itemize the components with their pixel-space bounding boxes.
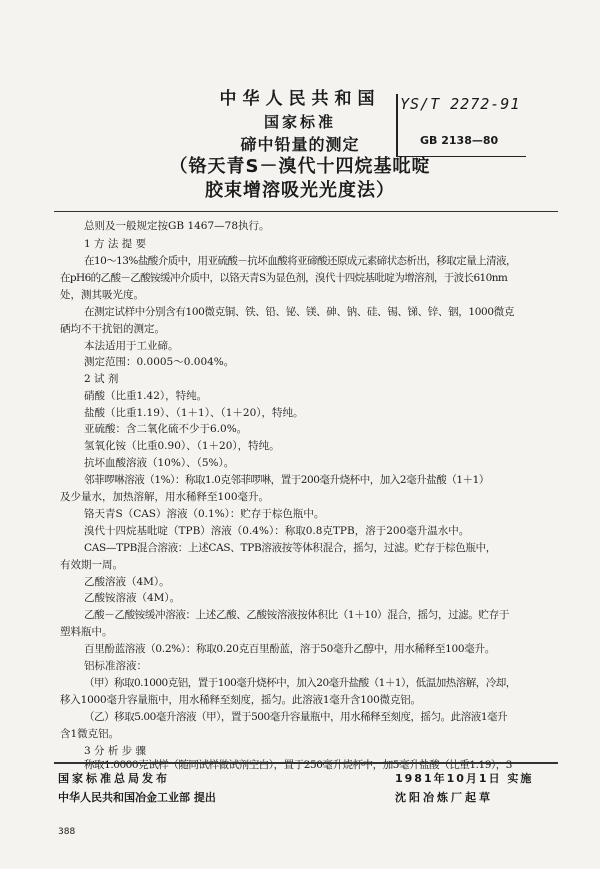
body-line: 在pH6的乙酸－乙酸铵缓冲介质中，以铬天青S为显色剂，溴代十四烷基吡啶为增溶剂，于波长610nm	[60, 272, 508, 284]
body-line: 移入1000毫升容量瓶中，用水稀释至刻度，摇匀。此溶液1毫升含100微克铝。	[60, 694, 421, 706]
document-subtitle-line1: （铬天青S－溴代十四烷基吡啶	[169, 156, 431, 177]
body-line: 处，测其吸光度。	[60, 289, 144, 301]
body-line: 本法适用于工业碲。	[84, 340, 179, 352]
standard-category: 国家标准	[263, 113, 336, 131]
footer-divider	[54, 762, 558, 764]
body-line: 盐酸（比重1.19）、（1＋1）、（1＋20），特纯。	[84, 407, 304, 419]
section-heading: 1 方 法 提 要	[84, 238, 147, 250]
country-name: 中华人民共和国	[219, 89, 381, 109]
body-line: 有效期一周。	[60, 559, 123, 571]
body-line: 硒均不干扰铝的测定。	[60, 323, 165, 335]
body-line: 铬天青S（CAS）溶液（0.1%）：贮存于棕色瓶中。	[84, 508, 325, 520]
body-line: 氢氧化铵（比重0.90）、（1＋20），特纯。	[84, 440, 280, 452]
body-line: 乙酸－乙酸铵缓冲溶液：上述乙酸、乙酸铵溶液按体积比（1＋10）混合，摇匀，过滤。贮存于	[84, 609, 509, 621]
section-heading: 2 试 剂	[84, 373, 119, 385]
body-line: 亚硫酸：含二氧化硫不少于6.0%。	[84, 423, 248, 435]
standard-number: GB 2138—80	[420, 134, 499, 147]
body-line: （甲）称取0.1000克铝，置于100毫升烧杯中，加入20毫升盐酸（1＋1），低温加热溶解，冷却，	[84, 677, 516, 689]
section-heading: 3 分 析 步 骤	[84, 745, 147, 757]
body-line: 总则及一般规定按GB 1467—78执行。	[84, 220, 270, 232]
handwritten-standard-number: YS/T 2272-91	[400, 95, 521, 113]
body-line: 百里酚蓝溶液（0.2%）：称取0.20克百里酚蓝，溶于50毫升乙醇中，用水稀释至100毫升。	[84, 643, 495, 655]
body-line: 及少量水，加热溶解，用水稀释至100毫升。	[60, 491, 270, 503]
body-line: 铝标准溶液：	[84, 660, 147, 672]
body-line: 称取1.0000克试样（随同试样做试剂空白），置于250毫升烧杯中，加5毫升盐酸（比重1.19），3	[84, 759, 513, 771]
body-line: 邻菲啰啉溶液（1%）：称取1.0克邻菲啰啉，置于200毫升烧杯中，加入2毫升盐酸（1＋1）	[84, 474, 489, 486]
body-line: 在测定试样中分别含有100微克铜、铁、铅、铋、镁、砷、钠、硅、锡、锑、锌、铟，1000微克	[84, 306, 515, 318]
body-line: 测定范围：0.0005～0.004%。	[84, 356, 235, 368]
proposer: 中华人民共和国冶金工业部 提出	[58, 791, 216, 804]
page-number: 388	[58, 827, 76, 837]
body-line: 在10～13%盐酸介质中，用亚硫酸－抗坏血酸将亚碲酸还原成元素碲状态析出，移取定量上清液，	[84, 255, 516, 267]
body-line: 抗坏血酸溶液（10%）、（5%）。	[84, 457, 235, 469]
header-divider	[54, 211, 558, 212]
drafter: 沈阳冶炼厂起草	[395, 791, 493, 804]
body-line: 溴代十四烷基吡啶（TPB）溶液（0.4%）：称取0.8克TPB，溶于200毫升温水中。	[84, 525, 470, 537]
body-line: 乙酸铵溶液（4M）。	[84, 592, 181, 604]
body-line: 塑料瓶中。	[60, 626, 113, 638]
body-line: 乙酸溶液（4M）。	[84, 576, 170, 588]
publisher: 国家标准总局发布	[58, 772, 170, 785]
body-line: 含1微克铝。	[60, 728, 120, 740]
document-subtitle-line2: 胶束增溶吸光光度法）	[205, 180, 395, 201]
body-line: 硝酸（比重1.42），特纯。	[84, 390, 208, 402]
body-line: CAS—TPB混合溶液：上述CAS、TPB溶液按等体积混合，摇匀，过滤。贮存于棕色瓶中，	[84, 542, 496, 554]
body-line: （乙）移取5.00毫升溶液（甲），置于500毫升容量瓶中，用水稀释至刻度，摇匀。此溶液1毫升	[84, 711, 508, 723]
effective-date: 1981年10月1日 实施	[395, 772, 534, 785]
document-title: 碲中铅量的测定	[240, 135, 360, 154]
